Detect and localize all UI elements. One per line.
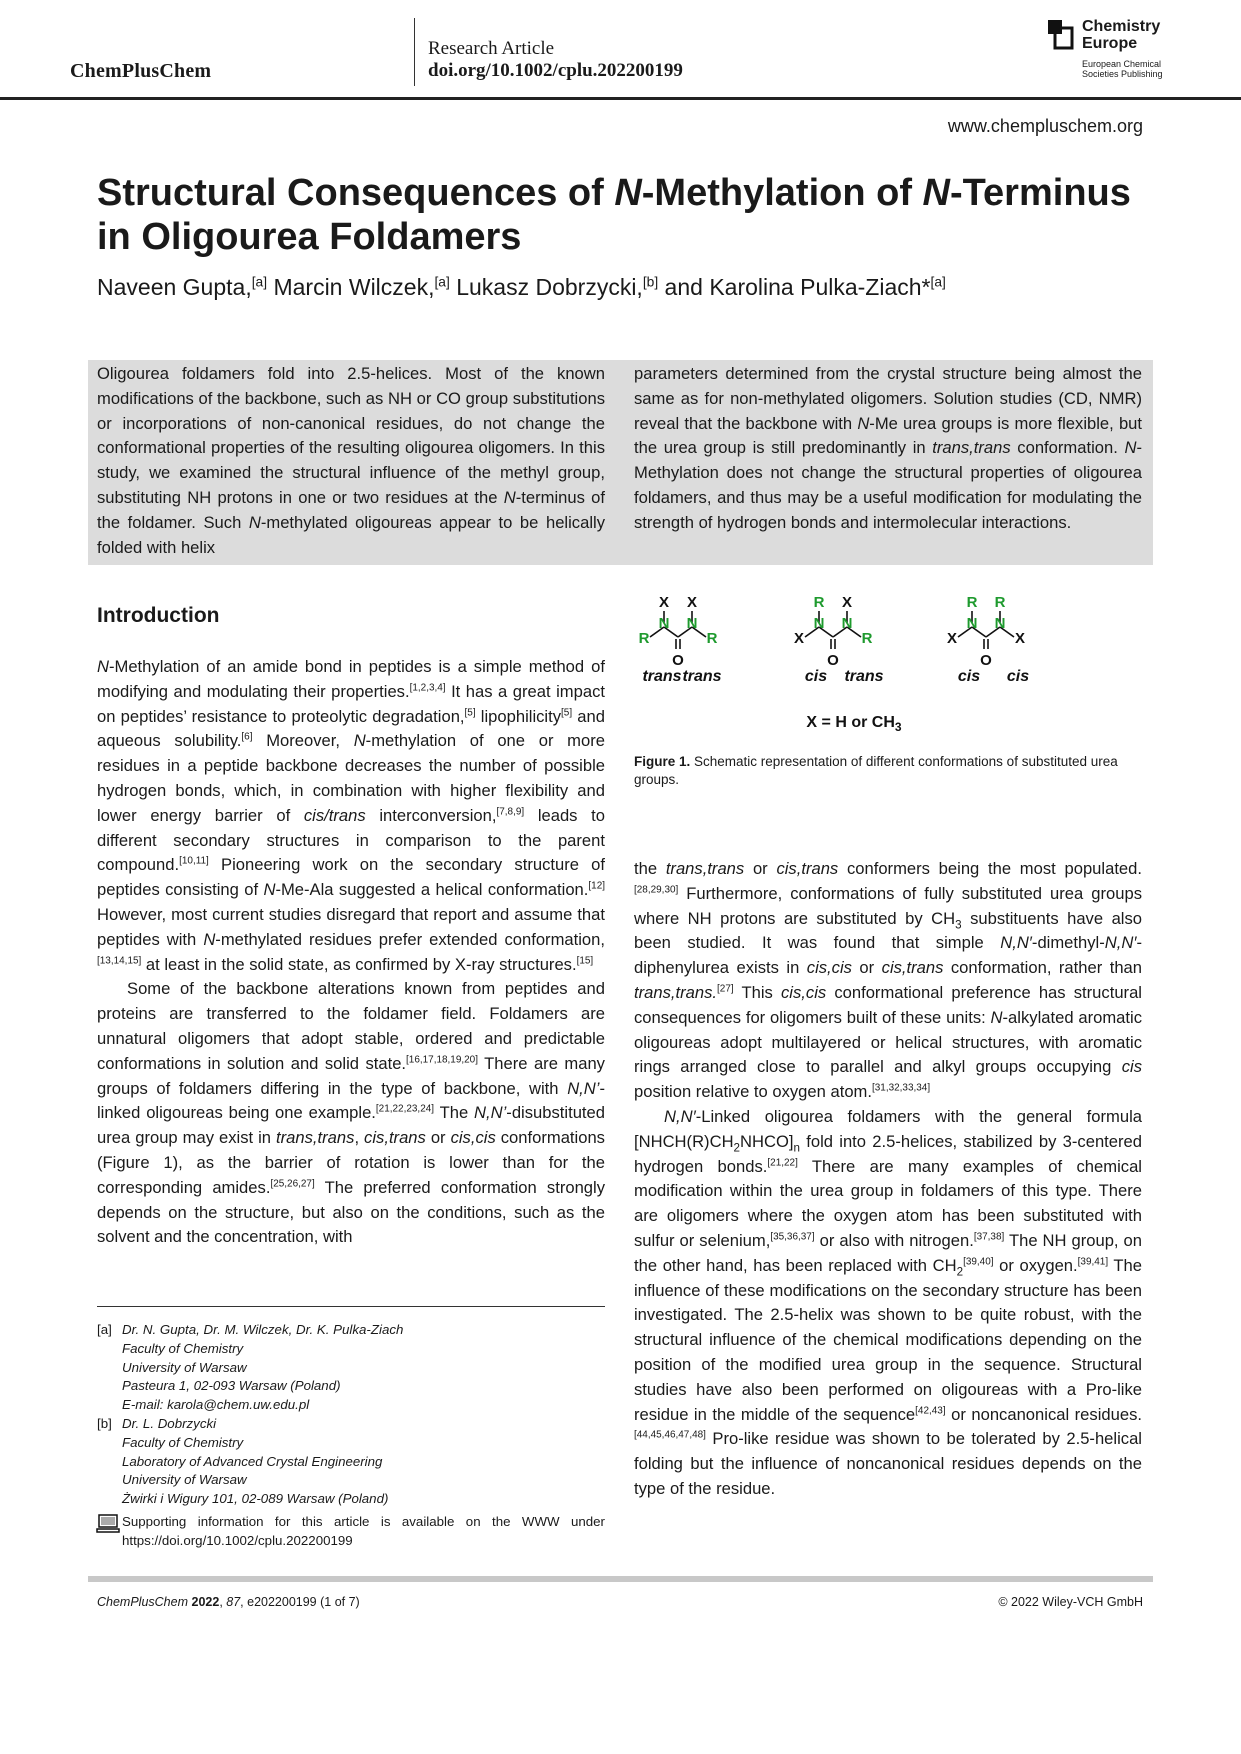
affiliation-footnotes: [97, 1321, 617, 1509]
citation[interactable]: [37,38]: [973, 1231, 1005, 1243]
conformation-label: trans: [642, 668, 682, 685]
citation[interactable]: [1,2,3,4]: [409, 682, 446, 694]
conformation-label: trans: [682, 668, 722, 685]
atom-label: N: [658, 615, 670, 632]
journal-website-link[interactable]: www.chempluschem.org: [947, 116, 1143, 136]
citation[interactable]: [12]: [588, 880, 605, 892]
computer-icon: [97, 1514, 119, 1534]
logo-text-europe: Europe: [1082, 35, 1138, 52]
citation[interactable]: [44,45,46,47,48]: [634, 1429, 706, 1441]
citation[interactable]: [6]: [241, 731, 253, 743]
atom-label: X: [1014, 630, 1026, 647]
paragraph-4: N,N′-Linked oligourea foldamers with the general formula $[NHCH(R)CH_2NHCO]_n$ fold into 2.5-helices, stabilized by 3-centered hydrogen bonds.[21,22] There are many examples of chemical modification within the urea group in foldamers of this type. There are oligomers where the oxygen atom has been substituted with sulfur or selenium,[35,36,37] or also with nitrogen.[37,38] The NH group, on the other hand, has been replaced with $CH_2[39,40]$ or oxygen.[39,41] The influence of these modifications on the secondary structure has been investigated. The 2.5-helix was shown to be quite robust, with the structural influence of the chemical modifications depending on the position of the modified urea group in the sequence. Structural studies have also been performed on oligoureas with a Pro-like residue in the middle of the sequence[42,43] or noncanonical residues.[44,45,46,47,48] Pro-like residue was shown to be tolerated by 2.5-helical folding but the influence of noncanonical residues depends on the type of the residue.: [634, 1106, 1143, 1498]
atom-label: R: [638, 630, 650, 647]
atom-label: R: [813, 594, 825, 611]
citation[interactable]: [42,43]: [915, 1405, 946, 1416]
conformation-label: cis: [1006, 668, 1030, 685]
atom-label: N: [686, 615, 698, 632]
author-name: and Karolina Pulka-Ziach*: [658, 274, 931, 300]
header-rule: [0, 97, 1241, 100]
author-affiliation: [a]: [930, 274, 946, 290]
journal-name: ChemPlusChem: [70, 60, 212, 82]
conformation-label: cis: [804, 668, 828, 685]
atom-label: N: [966, 615, 978, 632]
article-title: Structural Consequences of N-Methylation of N-Terminus in Oligourea Foldamers: [97, 172, 1131, 258]
atom-label: O: [672, 652, 684, 669]
chemistry-europe-logo-icon: [1048, 20, 1074, 50]
citation[interactable]: [25,26,27]: [270, 1178, 315, 1190]
footnote-rule: [97, 1306, 605, 1307]
logo-subtitle-2: Societies Publishing: [1082, 69, 1163, 79]
author-affiliation: [a]: [434, 274, 450, 290]
abstract-right-column: parameters determined from the crystal structure being almost the same as for non-methylated oligomers. Solution studies (CD, NMR) reveal that the backbone with N-Me urea groups is more flexible, but the urea group is still predominantly in trans,trans conformation. N-Methylation does not change the structural properties of oligourea foldamers, and thus may be a useful modification for modulating the strength of hydrogen bonds and intermolecular interactions.: [634, 364, 1143, 532]
article-type: Research Article: [428, 38, 555, 59]
citation[interactable]: [28,29,30]: [634, 884, 679, 896]
supporting-information-note: [97, 1513, 605, 1551]
atom-label: R: [861, 630, 873, 647]
author-affiliation: [b]: [642, 274, 659, 290]
chemistry-europe-logo[interactable]: [1048, 18, 1172, 82]
paragraph-3: the trans,trans or cis,trans conformers being the most populated.[28,29,30] Furthermore, conformations of fully substituted urea groups where NH protons are substituted by $CH_3$ substituents have also been studied. It was found that simple N,N′-dimethyl-N,N′-diphenylurea exists in cis,cis or cis,trans conformation, rather than trans,trans.[27] This cis,cis conformational preference has structural consequences for oligomers built of these units: N-alkylated aromatic oligoureas adopt multilayered or helical structures, with aromatic rings arranged close to parallel and alkyl groups occupying cis position relative to oxygen atom.[31,32,33,34]: [634, 859, 1143, 1102]
author-list: [97, 272, 1157, 302]
citation[interactable]: [39,40]: [963, 1256, 994, 1268]
paragraph-1: N-Methylation of an amide bond in peptides is a simple method of modifying and modulating their properties.[1,2,3,4] It has a great impact on peptides’ resistance to proteolytic degradation,[5] lipophilicity[5] and aqueous solubility.[6] Moreover, N-methylation of one or more residues in a peptide backbone decreases the number of possible hydrogen bonds, which, in combination with higher flexibility and lower energy barrier of cis/trans interconversion,[7,8,9] leads to different secondary structures in comparison to the parent compound.[10,11] Pioneering work on the secondary structure of peptides consisting of N-Me-Ala suggested a helical conformation.[12] However, most current studies disregard that report and assume that peptides with N-methylated residues prefer extended conformation,[13,14,15] at least in the solid state, as confirmed by X-ray structures.[15]: [97, 657, 605, 974]
atom-label: O: [827, 652, 839, 669]
citation[interactable]: [5]: [464, 707, 476, 719]
atom-label: R: [994, 594, 1006, 611]
atom-label: X: [841, 594, 853, 611]
affiliation-a: [a] Dr. N. Gupta, Dr. M. Wilczek, Dr. K. Pulka-Ziach Faculty of Chemistry University of Warsaw Pasteura 1, 02-093 Warsaw (Poland) E-mail: karola@chem.uw.edu.pl: [97, 1321, 617, 1415]
atom-label: N: [841, 615, 853, 632]
atom-label: N: [994, 615, 1006, 632]
atom-label: R: [966, 594, 978, 611]
citation[interactable]: [39,41]: [1077, 1256, 1109, 1268]
author-name: Lukasz Dobrzycki,: [449, 274, 643, 300]
body-column-right: [634, 857, 1142, 1502]
citation[interactable]: [10,11]: [179, 855, 209, 867]
article-doi-link[interactable]: doi.org/10.1002/cplu.202200199: [428, 60, 683, 81]
atom-label: O: [980, 652, 992, 669]
figure-1-urea-conformations: [640, 595, 1140, 745]
atom-label: X: [793, 630, 805, 647]
citation[interactable]: [5]: [561, 707, 573, 719]
footer-copyright: © 2022 Wiley-VCH GmbH: [998, 1595, 1143, 1609]
atom-label: X: [686, 594, 698, 611]
supporting-information-link[interactable]: Supporting information for this article is available on the WWW under https://doi.org/10.1002/cplu.202200199: [122, 1514, 605, 1548]
atom-label: X: [658, 594, 670, 611]
citation[interactable]: [7,8,9]: [496, 806, 525, 818]
header-divider: [414, 18, 415, 86]
section-heading-introduction: Introduction: [97, 604, 220, 627]
abstract-left-column: Oligourea foldamers fold into 2.5-helices. Most of the known modifications of the backbone, such as NH or CO group substitutions or incorporations of non-canonical residues, do not change the conformational properties of the resulting oligourea oligomers. In this study, we examined the structural influence of the methyl group, substituting NH protons in one or two residues at the N-terminus of the foldamer. Such N-methylated oligoureas appear to be helically folded with helix: [97, 364, 605, 557]
paragraph-2: Some of the backbone alterations known from peptides and proteins are transferred to the foldamer field. Foldamers are unnatural oligomers that adopt stable, ordered and predictable conformations in solution and solid state.[16,17,18,19,20] There are many groups of foldamers differing in the type of backbone, with N,N’-linked oligoureas being one example.[21,22,23,24] The N,N’-disubstituted urea group may exist in trans,trans, cis,trans or cis,cis conformations (Figure 1), as the barrier of rotation is lower than for the corresponding amides.[25,26,27] The preferred conformation strongly depends on the structure, but also on the conditions, such as the solvent and the concentration, with: [97, 979, 606, 1247]
citation[interactable]: [31,32,33,34]: [871, 1082, 931, 1094]
figure-legend: X = H or $CH_3$: [806, 714, 902, 734]
author-affiliation: [a]: [251, 274, 268, 290]
atom-label: X: [946, 630, 958, 647]
conformation-label: trans: [844, 668, 884, 685]
logo-text-chemistry: Chemistry: [1082, 18, 1161, 35]
corresponding-email[interactable]: E-mail: karola@chem.uw.edu.pl: [122, 1397, 310, 1413]
citation[interactable]: [15]: [576, 955, 594, 967]
citation[interactable]: [35,36,37]: [770, 1231, 815, 1243]
citation[interactable]: [21,22,23,24]: [375, 1103, 435, 1115]
citation[interactable]: [16,17,18,19,20]: [406, 1054, 478, 1066]
affiliation-b: [b] Dr. L. Dobrzycki Faculty of Chemistry Laboratory of Advanced Crystal Engineering University of Warsaw Żwirki i Wigury 101, 02-089 Warsaw (Poland): [97, 1415, 389, 1507]
body-column-left: [97, 655, 605, 1250]
footer-bar: [88, 1576, 1153, 1582]
footer-citation: ChemPlusChem 2022, 87, e202200199 (1 of 7): [97, 1595, 360, 1609]
conformation-label: cis: [957, 668, 981, 685]
citation[interactable]: [13,14,15]: [97, 955, 142, 967]
citation[interactable]: [21,22]: [767, 1157, 798, 1169]
author-name: Naveen Gupta,: [97, 274, 252, 300]
figure-1-caption: Figure 1. Schematic representation of different conformations of substituted urea groups.: [634, 754, 1118, 787]
atom-label: R: [706, 630, 718, 647]
author-name: Marcin Wilczek,: [267, 274, 435, 300]
logo-subtitle-1: European Chemical: [1082, 59, 1162, 69]
citation[interactable]: [27]: [717, 983, 734, 995]
atom-label: N: [813, 615, 825, 632]
